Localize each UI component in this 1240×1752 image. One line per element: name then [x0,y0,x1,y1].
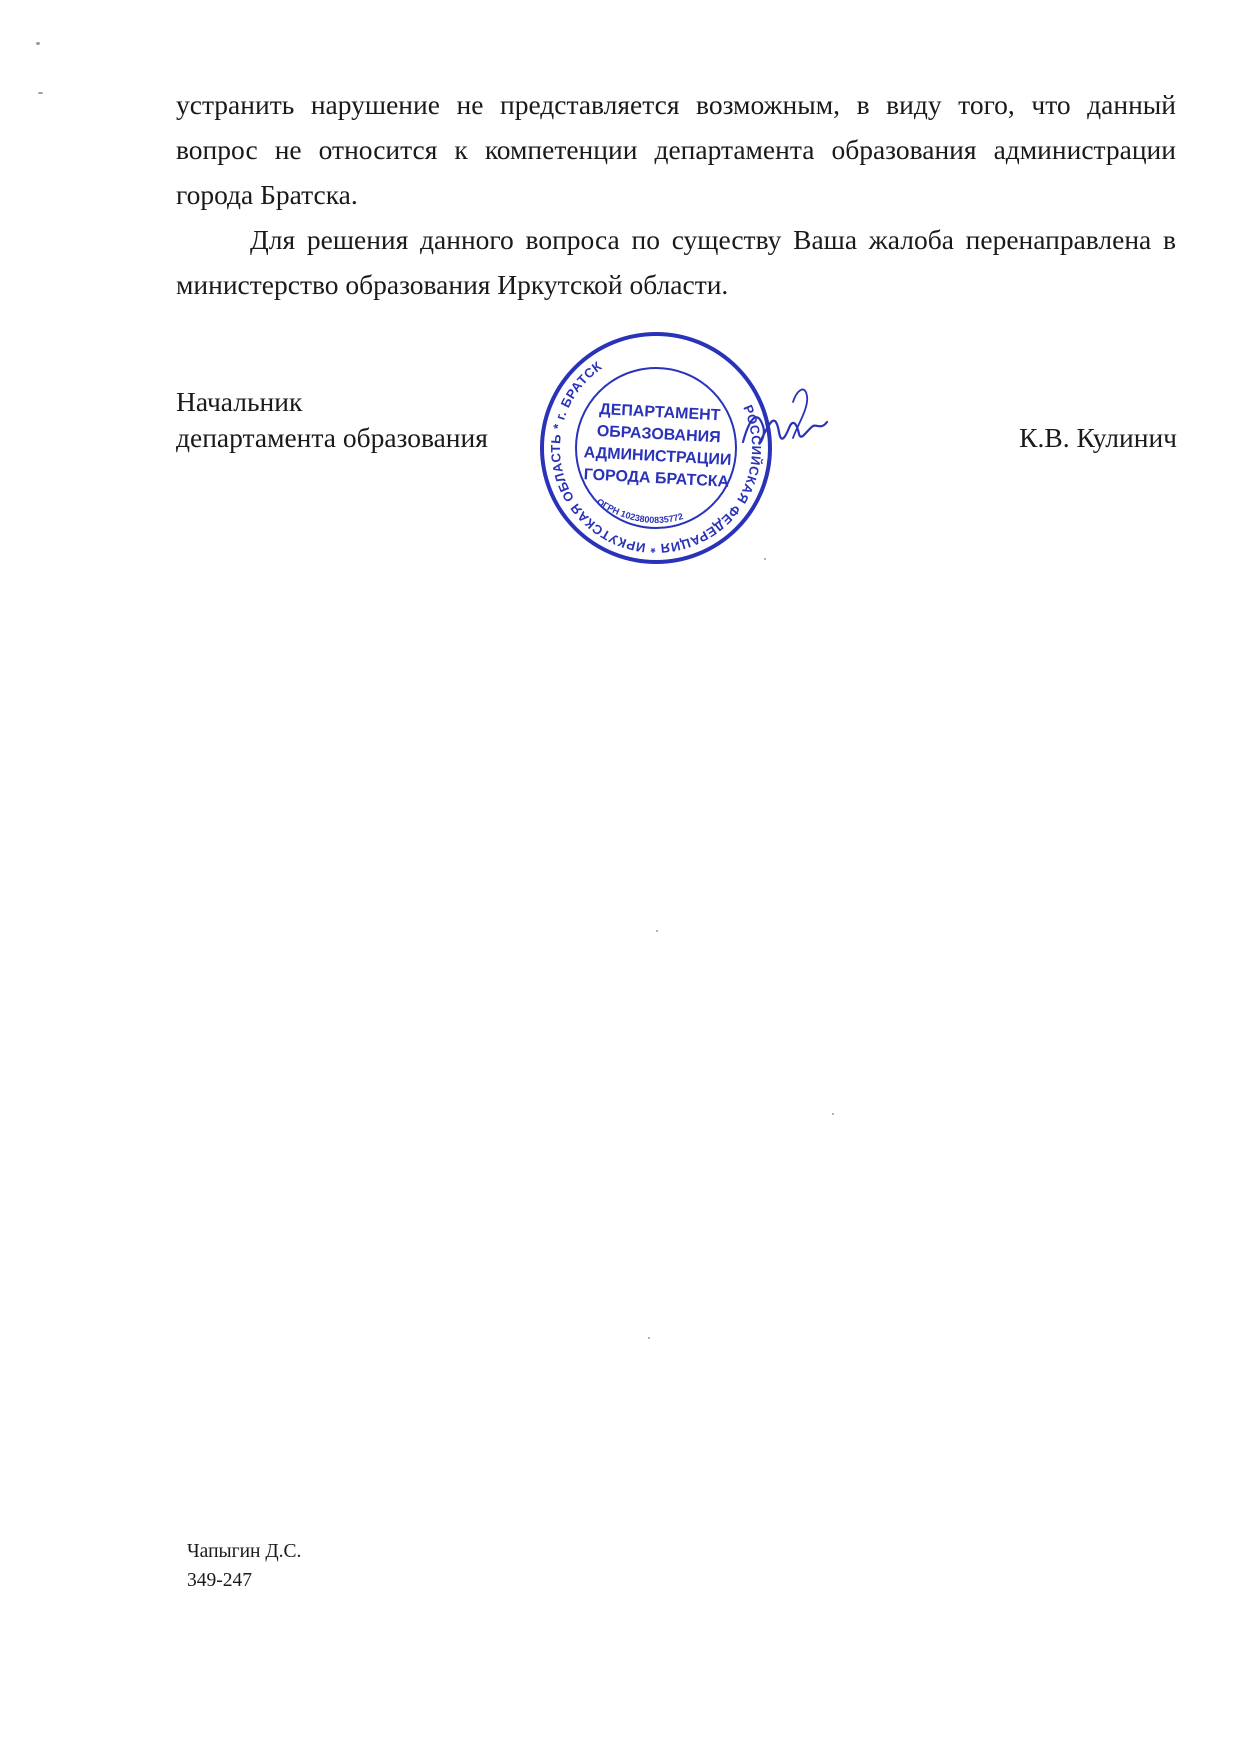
scan-speck [36,42,40,45]
signatory-name: К.В. Кулинич [1019,422,1177,453]
scan-speck [832,1113,834,1115]
scan-speck [764,558,766,560]
scan-speck [656,930,658,932]
position-line-2: департамента образования [176,422,488,453]
scan-speck [648,1337,650,1339]
position-line-1: Начальник [176,386,303,417]
executor-phone: 349-247 [187,1570,252,1591]
seal-center-line-4: ГОРОДА БРАТСКА [583,466,730,491]
seal-center-line-1: ДЕПАРТАМЕНТ [598,400,721,425]
seal-center-line-3: АДМИНИСТРАЦИИ [583,444,732,469]
seal-ogrn: ОГРН 1023800835772 [594,496,685,526]
paragraph-1: устранить нарушение не представляется возможным, в виду того, что данный вопрос не относится к компетенции департамента образования администрации города Братска. [176,89,1176,210]
letter-body [176,82,1176,307]
executor-name: Чапыгин Д.С. [187,1541,302,1562]
scan-speck [38,92,43,94]
executor-info [187,1537,301,1595]
handwritten-signature [735,380,835,470]
seal-ring-text: РОССИЙСКАЯ ФЕДЕРАЦИЯ * ИРКУТСКАЯ ОБЛАСТЬ * г. БРАТСК [547,358,765,557]
signature-scribble [735,380,835,470]
signatory-position [176,384,488,456]
paragraph-2: Для решения данного вопроса по существу Ваша жалоба перенаправлена в министерство образования Иркутской области. [176,224,1176,300]
seal-center-line-2: ОБРАЗОВАНИЯ [596,422,722,447]
